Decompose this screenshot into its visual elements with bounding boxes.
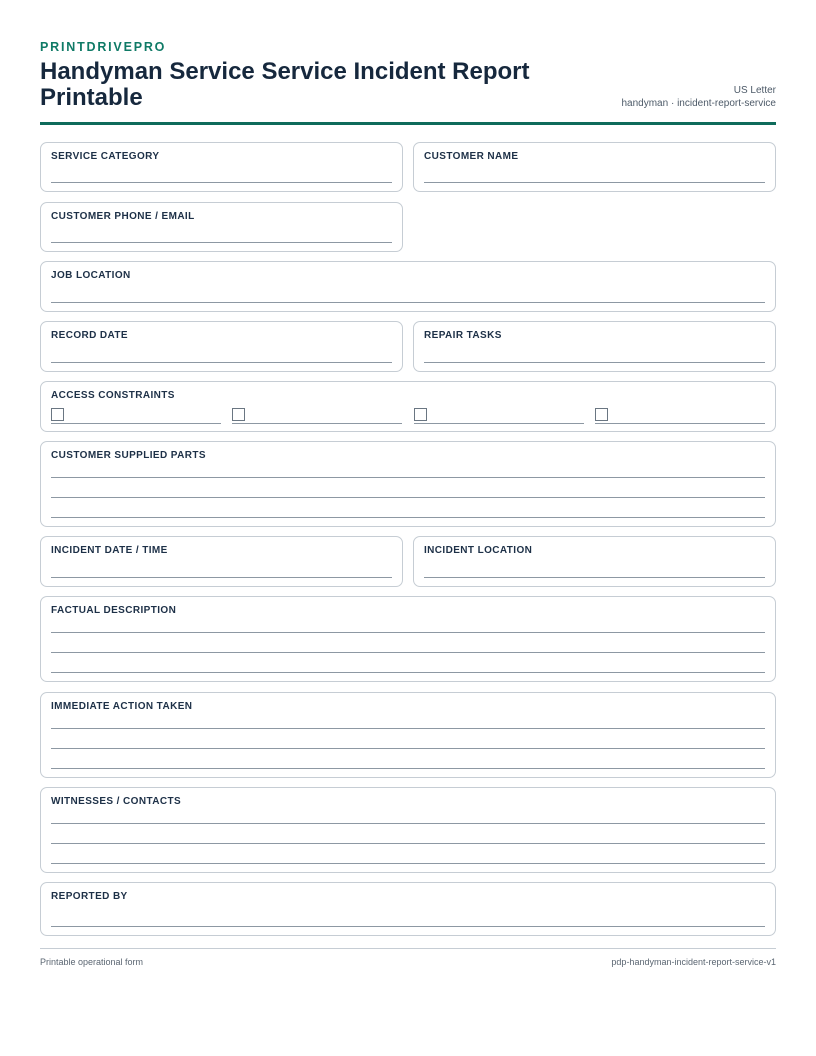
immediate-action-label: IMMEDIATE ACTION TAKEN: [51, 701, 193, 712]
write-line[interactable]: [424, 362, 765, 363]
incident-location-field[interactable]: [413, 536, 776, 587]
footer-form-id: pdp-handyman-incident-report-service-v1: [611, 957, 776, 967]
customer-contact-field[interactable]: [40, 202, 403, 252]
access-constraints-field: [40, 381, 776, 432]
header-divider: [40, 122, 776, 125]
write-line[interactable]: [51, 863, 765, 864]
write-line[interactable]: [51, 517, 765, 518]
write-line[interactable]: [51, 302, 765, 303]
reported-by-label: REPORTED BY: [51, 891, 128, 902]
service-category-label: SERVICE CATEGORY: [51, 151, 160, 162]
write-line[interactable]: [51, 362, 392, 363]
checkbox[interactable]: [51, 408, 64, 421]
access-option[interactable]: [51, 408, 221, 424]
customer-supplied-parts-label: CUSTOMER SUPPLIED PARTS: [51, 450, 206, 461]
write-line[interactable]: [51, 242, 392, 243]
write-line[interactable]: [51, 748, 765, 749]
record-date-label: RECORD DATE: [51, 330, 128, 341]
write-line[interactable]: [51, 728, 765, 729]
write-line[interactable]: [51, 477, 765, 478]
repair-tasks-field[interactable]: [413, 321, 776, 372]
access-constraints-label: ACCESS CONSTRAINTS: [51, 390, 175, 401]
write-line[interactable]: [51, 632, 765, 633]
incident-datetime-label: INCIDENT DATE / TIME: [51, 545, 168, 556]
job-location-label: JOB LOCATION: [51, 270, 131, 281]
factual-description-label: FACTUAL DESCRIPTION: [51, 605, 177, 616]
write-line[interactable]: [51, 768, 765, 769]
record-date-field[interactable]: [40, 321, 403, 372]
witnesses-label: WITNESSES / CONTACTS: [51, 796, 182, 807]
factual-description-field[interactable]: [40, 596, 776, 682]
reported-by-field[interactable]: [40, 882, 776, 936]
witnesses-field[interactable]: [40, 787, 776, 873]
customer-supplied-parts-field[interactable]: [40, 441, 776, 527]
immediate-action-field[interactable]: [40, 692, 776, 778]
repair-tasks-label: REPAIR TASKS: [424, 330, 502, 341]
page-title: Handyman Service Service Incident Report Printable: [40, 58, 530, 111]
customer-name-label: CUSTOMER NAME: [424, 151, 519, 162]
write-line[interactable]: [51, 843, 765, 844]
write-line[interactable]: [51, 652, 765, 653]
access-option[interactable]: [232, 408, 402, 424]
write-line[interactable]: [51, 182, 392, 183]
incident-location-label: INCIDENT LOCATION: [424, 545, 533, 556]
write-line[interactable]: [51, 926, 765, 927]
brand-name: PRINTDRIVEPRO: [40, 40, 167, 54]
write-line[interactable]: [424, 182, 765, 183]
checkbox[interactable]: [595, 408, 608, 421]
access-constraints-options: [51, 408, 765, 424]
footer-divider: [40, 948, 776, 949]
customer-name-field[interactable]: [413, 142, 776, 192]
paper-size: US Letter: [733, 85, 776, 96]
page-meta: [621, 84, 776, 110]
customer-contact-label: CUSTOMER PHONE / EMAIL: [51, 211, 195, 222]
footer-form-type: Printable operational form: [40, 957, 144, 967]
checkbox[interactable]: [414, 408, 427, 421]
write-line[interactable]: [51, 577, 392, 578]
access-option[interactable]: [414, 408, 584, 424]
job-location-field[interactable]: [40, 261, 776, 312]
write-line[interactable]: [51, 672, 765, 673]
write-line[interactable]: [424, 577, 765, 578]
checkbox[interactable]: [232, 408, 245, 421]
write-line[interactable]: [51, 497, 765, 498]
form-tags: handyman · incident-report-service: [621, 98, 776, 109]
service-category-field[interactable]: [40, 142, 403, 192]
access-option[interactable]: [595, 408, 765, 424]
write-line[interactable]: [51, 823, 765, 824]
incident-datetime-field[interactable]: [40, 536, 403, 587]
